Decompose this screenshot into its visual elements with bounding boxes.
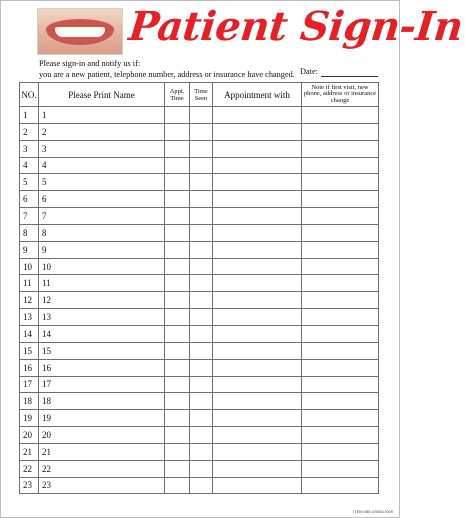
appt-time-cell[interactable] xyxy=(165,191,190,208)
appt-time-cell[interactable] xyxy=(165,292,190,309)
note-cell[interactable] xyxy=(302,241,379,258)
appointment-with-cell[interactable] xyxy=(213,477,302,494)
time-seen-cell[interactable] xyxy=(190,477,213,494)
name-cell[interactable]: 15 xyxy=(39,342,165,359)
note-cell[interactable] xyxy=(302,460,379,477)
note-cell[interactable] xyxy=(302,342,379,359)
appointment-with-cell[interactable] xyxy=(213,191,302,208)
time-seen-cell[interactable] xyxy=(190,275,213,292)
appointment-with-cell[interactable] xyxy=(213,325,302,342)
appt-time-cell[interactable] xyxy=(165,140,190,157)
note-cell[interactable] xyxy=(302,224,379,241)
time-seen-cell[interactable] xyxy=(190,123,213,140)
table-row xyxy=(20,376,379,393)
time-seen-cell[interactable] xyxy=(190,292,213,309)
row-number: 1 xyxy=(20,107,39,124)
row-number: 5 xyxy=(20,174,39,191)
time-seen-cell[interactable] xyxy=(190,191,213,208)
row-number: 19 xyxy=(20,410,39,427)
appointment-with-cell[interactable] xyxy=(213,410,302,427)
name-cell[interactable]: 22 xyxy=(39,460,165,477)
table-row xyxy=(20,427,379,444)
table-row xyxy=(20,208,379,225)
name-cell[interactable]: 1 xyxy=(39,107,165,124)
table-row xyxy=(20,477,379,494)
row-number: 23 xyxy=(20,477,39,494)
name-cell[interactable]: 14 xyxy=(39,325,165,342)
note-cell[interactable] xyxy=(302,174,379,191)
table-row xyxy=(20,325,379,342)
note-cell[interactable] xyxy=(302,376,379,393)
column-header-name: Please Print Name xyxy=(39,83,165,107)
time-seen-cell[interactable] xyxy=(190,359,213,376)
note-cell[interactable] xyxy=(302,140,379,157)
appointment-with-cell[interactable] xyxy=(213,208,302,225)
page-title: Patient Sign-In xyxy=(126,3,465,50)
time-seen-cell[interactable] xyxy=(190,342,213,359)
time-seen-cell[interactable] xyxy=(190,443,213,460)
table-row xyxy=(20,174,379,191)
row-number: 15 xyxy=(20,342,39,359)
appt-time-cell[interactable] xyxy=(165,477,190,494)
appointment-with-cell[interactable] xyxy=(213,123,302,140)
time-seen-cell[interactable] xyxy=(190,157,213,174)
note-cell[interactable] xyxy=(302,123,379,140)
table-row xyxy=(20,241,379,258)
name-cell[interactable]: 13 xyxy=(39,309,165,326)
appt-time-cell[interactable] xyxy=(165,342,190,359)
row-number: 21 xyxy=(20,443,39,460)
sign-in-table xyxy=(19,82,379,494)
appt-time-cell[interactable] xyxy=(165,275,190,292)
column-header-no: NO. xyxy=(20,83,39,107)
table-row xyxy=(20,342,379,359)
name-cell[interactable]: 9 xyxy=(39,241,165,258)
row-number: 18 xyxy=(20,393,39,410)
appt-time-cell[interactable] xyxy=(165,157,190,174)
column-header-time-seen: Time Seen xyxy=(190,83,213,107)
appointment-with-cell[interactable] xyxy=(213,258,302,275)
row-number: 3 xyxy=(20,140,39,157)
row-number: 17 xyxy=(20,376,39,393)
row-number: 8 xyxy=(20,224,39,241)
appt-time-cell[interactable] xyxy=(165,107,190,124)
name-cell[interactable]: 18 xyxy=(39,393,165,410)
table-row xyxy=(20,410,379,427)
appointment-with-cell[interactable] xyxy=(213,359,302,376)
appt-time-cell[interactable] xyxy=(165,224,190,241)
name-cell[interactable]: 10 xyxy=(39,258,165,275)
row-number: 16 xyxy=(20,359,39,376)
name-cell[interactable]: 6 xyxy=(39,191,165,208)
appointment-with-cell[interactable] xyxy=(213,174,302,191)
table-row xyxy=(20,258,379,275)
note-cell[interactable] xyxy=(302,208,379,225)
appointment-with-cell[interactable] xyxy=(213,241,302,258)
appt-time-cell[interactable] xyxy=(165,359,190,376)
note-cell[interactable] xyxy=(302,427,379,444)
time-seen-cell[interactable] xyxy=(190,460,213,477)
appointment-with-cell[interactable] xyxy=(213,275,302,292)
date-field[interactable] xyxy=(321,76,378,77)
column-header-appointment-with: Appointment with xyxy=(213,83,302,107)
time-seen-cell[interactable] xyxy=(190,309,213,326)
appt-time-cell[interactable] xyxy=(165,410,190,427)
note-cell[interactable] xyxy=(302,309,379,326)
row-number: 6 xyxy=(20,191,39,208)
footer-code: ITEM 080-4788/17009 xyxy=(353,509,393,514)
note-cell[interactable] xyxy=(302,393,379,410)
row-number: 22 xyxy=(20,460,39,477)
row-number: 12 xyxy=(20,292,39,309)
table-header-row xyxy=(20,83,379,107)
row-number: 4 xyxy=(20,157,39,174)
table-row xyxy=(20,309,379,326)
header xyxy=(1,1,465,56)
column-header-appt-time: Appt. Time xyxy=(165,83,190,107)
appt-time-cell[interactable] xyxy=(165,460,190,477)
appt-time-cell[interactable] xyxy=(165,208,190,225)
row-number: 14 xyxy=(20,325,39,342)
appt-time-cell[interactable] xyxy=(165,325,190,342)
table-row xyxy=(20,123,379,140)
note-cell[interactable] xyxy=(302,107,379,124)
appt-time-cell[interactable] xyxy=(165,376,190,393)
name-cell[interactable]: 21 xyxy=(39,443,165,460)
appointment-with-cell[interactable] xyxy=(213,427,302,444)
table-row xyxy=(20,140,379,157)
appt-time-cell[interactable] xyxy=(165,309,190,326)
name-cell[interactable]: 19 xyxy=(39,410,165,427)
note-cell[interactable] xyxy=(302,191,379,208)
name-cell[interactable]: 3 xyxy=(39,140,165,157)
teeth-shape xyxy=(55,27,105,37)
table-row xyxy=(20,157,379,174)
table-row xyxy=(20,359,379,376)
appointment-with-cell[interactable] xyxy=(213,140,302,157)
name-cell[interactable]: 20 xyxy=(39,427,165,444)
name-cell[interactable]: 23 xyxy=(39,477,165,494)
time-seen-cell[interactable] xyxy=(190,325,213,342)
table-row xyxy=(20,191,379,208)
appointment-with-cell[interactable] xyxy=(213,342,302,359)
appointment-with-cell[interactable] xyxy=(213,460,302,477)
row-number: 2 xyxy=(20,123,39,140)
name-cell[interactable]: 16 xyxy=(39,359,165,376)
time-seen-cell[interactable] xyxy=(190,174,213,191)
note-cell[interactable] xyxy=(302,258,379,275)
appt-time-cell[interactable] xyxy=(165,241,190,258)
table-row xyxy=(20,107,379,124)
row-number: 7 xyxy=(20,208,39,225)
appt-time-cell[interactable] xyxy=(165,123,190,140)
appt-time-cell[interactable] xyxy=(165,258,190,275)
time-seen-cell[interactable] xyxy=(190,107,213,124)
note-cell[interactable] xyxy=(302,157,379,174)
notice-line-2: you are a new patient, telephone number, address or insurance have changed. xyxy=(39,70,295,79)
time-seen-cell[interactable] xyxy=(190,393,213,410)
note-cell[interactable] xyxy=(302,275,379,292)
time-seen-cell[interactable] xyxy=(190,427,213,444)
column-header-note: Note if first visit, new phone, address or insurance change xyxy=(302,83,379,107)
name-cell[interactable]: 5 xyxy=(39,174,165,191)
note-cell[interactable] xyxy=(302,410,379,427)
appointment-with-cell[interactable] xyxy=(213,393,302,410)
table-row xyxy=(20,224,379,241)
time-seen-cell[interactable] xyxy=(190,376,213,393)
time-seen-cell[interactable] xyxy=(190,224,213,241)
row-number: 11 xyxy=(20,275,39,292)
row-number: 9 xyxy=(20,241,39,258)
time-seen-cell[interactable] xyxy=(190,140,213,157)
appointment-with-cell[interactable] xyxy=(213,224,302,241)
name-cell[interactable]: 17 xyxy=(39,376,165,393)
table-row xyxy=(20,460,379,477)
appt-time-cell[interactable] xyxy=(165,427,190,444)
table-row xyxy=(20,393,379,410)
appointment-with-cell[interactable] xyxy=(213,309,302,326)
name-cell[interactable]: 4 xyxy=(39,157,165,174)
appointment-with-cell[interactable] xyxy=(213,157,302,174)
appointment-with-cell[interactable] xyxy=(213,376,302,393)
note-cell[interactable] xyxy=(302,359,379,376)
table-row xyxy=(20,275,379,292)
appointment-with-cell[interactable] xyxy=(213,443,302,460)
note-cell[interactable] xyxy=(302,477,379,494)
appt-time-cell[interactable] xyxy=(165,443,190,460)
appointment-with-cell[interactable] xyxy=(213,292,302,309)
notice-line-1: Please sign-in and notify us if: xyxy=(39,59,141,68)
appt-time-cell[interactable] xyxy=(165,393,190,410)
name-cell[interactable]: 8 xyxy=(39,224,165,241)
row-number: 10 xyxy=(20,258,39,275)
date-label: Date: xyxy=(300,67,318,76)
row-number: 20 xyxy=(20,427,39,444)
table-row xyxy=(20,292,379,309)
name-cell[interactable]: 7 xyxy=(39,208,165,225)
appointment-with-cell[interactable] xyxy=(213,107,302,124)
note-cell[interactable] xyxy=(302,443,379,460)
name-cell[interactable]: 11 xyxy=(39,275,165,292)
name-cell[interactable]: 12 xyxy=(39,292,165,309)
note-cell[interactable] xyxy=(302,292,379,309)
time-seen-cell[interactable] xyxy=(190,258,213,275)
smile-photo xyxy=(37,8,123,55)
name-cell[interactable]: 2 xyxy=(39,123,165,140)
table-row xyxy=(20,443,379,460)
time-seen-cell[interactable] xyxy=(190,241,213,258)
appt-time-cell[interactable] xyxy=(165,174,190,191)
note-cell[interactable] xyxy=(302,325,379,342)
row-number: 13 xyxy=(20,309,39,326)
time-seen-cell[interactable] xyxy=(190,410,213,427)
notice-text xyxy=(39,58,339,80)
time-seen-cell[interactable] xyxy=(190,208,213,225)
